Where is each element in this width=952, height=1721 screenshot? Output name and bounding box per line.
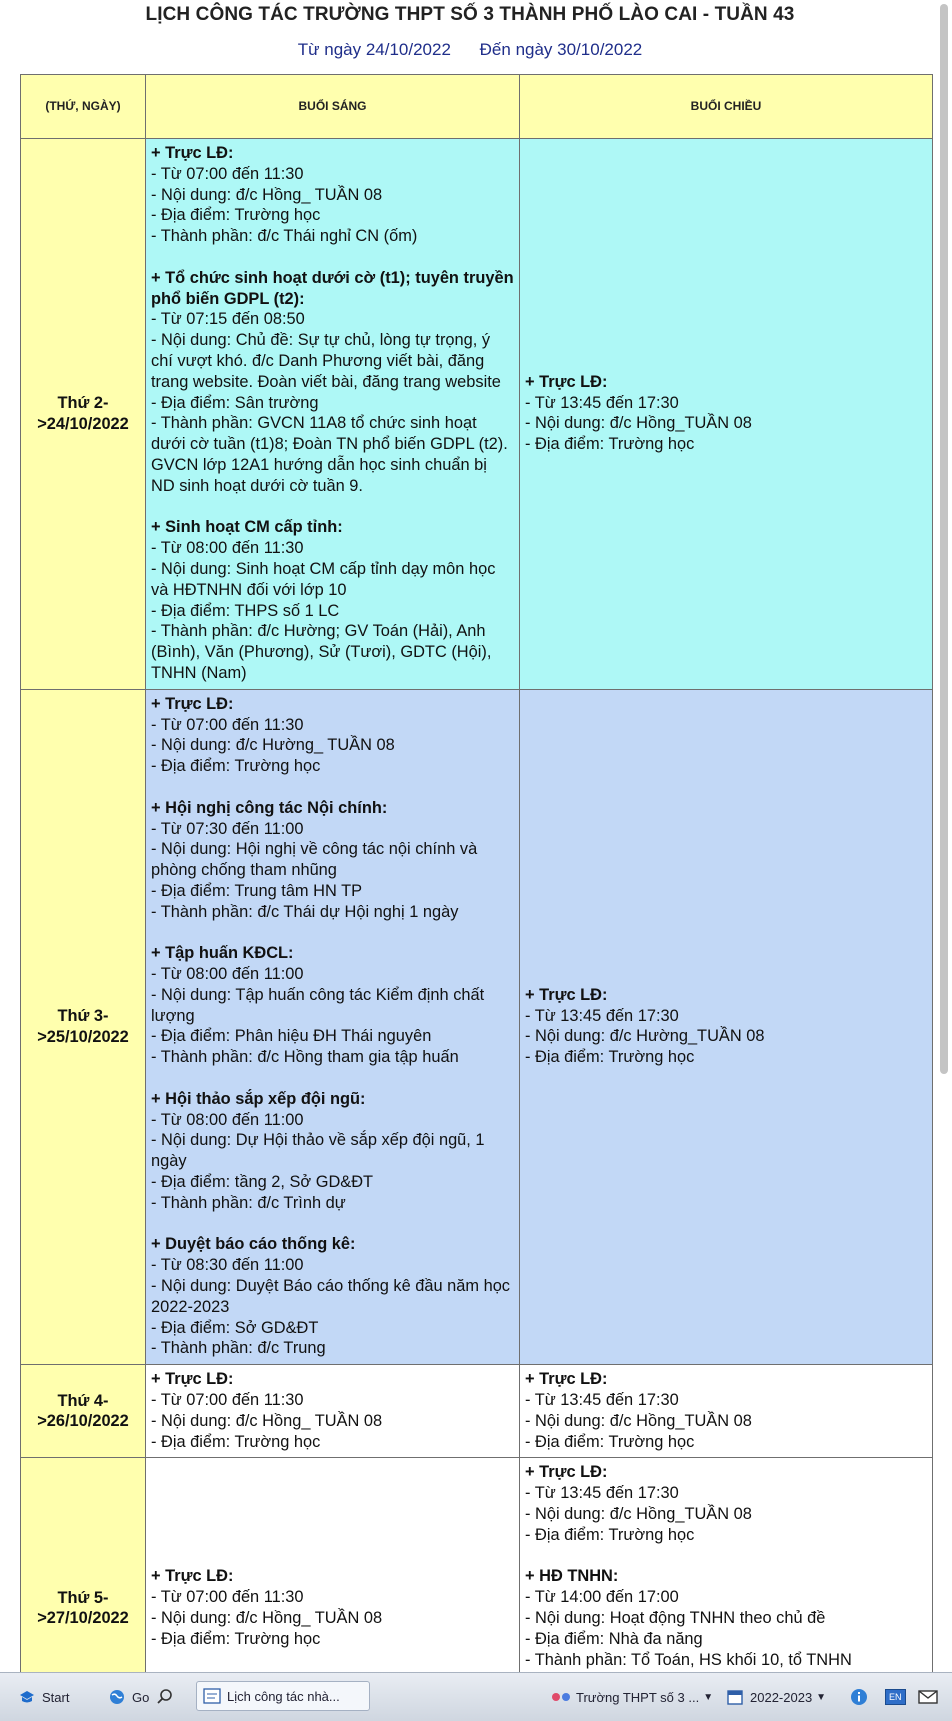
chevron-down-icon: ▼	[703, 1691, 714, 1703]
activity-detail: - Nội dung: đ/c Hồng_ TUẦN 08	[151, 1608, 383, 1627]
activity-detail: - Địa điểm: Trường học	[151, 1629, 321, 1648]
schedule-body	[21, 139, 933, 1673]
date-to: Đến ngày 30/10/2022	[479, 40, 643, 59]
activity-detail: - Địa điểm: Trường học	[525, 435, 695, 454]
activity-detail: - Thành phần: đ/c Thái dự Hội nghị 1 ngày	[151, 902, 459, 921]
afternoon-cell	[520, 139, 933, 690]
activity-detail: - Từ 13:45 đến 17:30	[525, 1391, 679, 1410]
day-label: Thứ 2-	[57, 394, 109, 413]
activity-detail: - Thành phần: GVCN 11A8 tổ chức sinh hoạt dưới cờ tuần (t1)8; Đoàn TN phổ biến GDPL (t2). GVCN lớp 12A1 hướng dẫn học sinh chuẩn bị ND sinh hoạt dưới cờ tuần 9.	[151, 414, 508, 495]
year-selector[interactable]	[726, 1685, 826, 1709]
activity-detail: - Địa điểm: Trường học	[525, 1048, 695, 1067]
afternoon-cell	[520, 1458, 933, 1672]
go-button[interactable]	[108, 1685, 149, 1709]
morning-cell	[146, 139, 520, 690]
activity-detail: - Nội dung: Hoạt động TNHN theo chủ đề	[525, 1608, 826, 1627]
start-icon	[18, 1688, 36, 1706]
date-range	[0, 40, 940, 60]
activity-detail: - Từ 08:30 đến 11:00	[151, 1256, 304, 1275]
activity-detail: - Địa điểm: Phân hiệu ĐH Thái nguyên	[151, 1027, 432, 1046]
activity-heading: + Duyệt báo cáo thống kê:	[151, 1235, 356, 1254]
site-label: Trường THPT số 3 ...	[576, 1689, 700, 1705]
afternoon-cell	[520, 1365, 933, 1458]
vertical-scrollbar[interactable]	[940, 0, 948, 1672]
date-from: Từ ngày 24/10/2022	[297, 40, 451, 59]
activity-detail: - Nội dung: Tập huấn công tác Kiểm định chất lượng	[151, 985, 485, 1025]
activity-detail: - Từ 07:30 đến 11:00	[151, 819, 304, 838]
spacer	[151, 777, 514, 798]
activity-detail: - Nội dung: Dự Hội thảo về sắp xếp đội ngũ, 1 ngày	[151, 1131, 485, 1171]
activity-detail: - Địa điểm: THPS số 1 LC	[151, 601, 340, 620]
chevron-down-icon: ▼	[816, 1691, 827, 1703]
spacer	[151, 1214, 514, 1235]
day-cell	[21, 1365, 146, 1458]
activity-heading: + Trực LĐ:	[151, 694, 234, 713]
activity-detail: - Thành phần: đ/c Trình dự	[151, 1193, 346, 1212]
info-icon[interactable]	[850, 1685, 874, 1709]
activity-detail: - Từ 07:00 đến 11:30	[151, 164, 304, 183]
activity-detail: - Địa điểm: Trường học	[151, 206, 321, 225]
activity-detail: - Thành phần: đ/c Hường; GV Toán (Hải), Anh (Bình), Văn (Phương), Sử (Tươi), GDTC (Hội), TNHN (Nam)	[151, 622, 492, 682]
day-label: Thứ 4-	[57, 1391, 109, 1410]
activity-heading: + Hội nghị công tác Nội chính:	[151, 798, 388, 817]
table-header-row	[21, 75, 933, 139]
activity-detail: - Địa điểm: Sở GD&ĐT	[151, 1318, 319, 1337]
activity-detail: - Từ 08:00 đến 11:00	[151, 1110, 304, 1129]
activity-detail: - Thành phần: Tổ Toán, HS khối 10, tổ TNHN	[525, 1650, 852, 1669]
table-row	[21, 689, 933, 1365]
activity-heading: + Trực LĐ:	[525, 1463, 608, 1482]
activity-detail: - Nội dung: Hội nghị về công tác nội chính và phòng chống tham nhũng	[151, 840, 478, 880]
activity-heading: + Trực LĐ:	[525, 372, 608, 391]
language-label: EN	[885, 1689, 906, 1705]
search-icon[interactable]	[156, 1685, 180, 1709]
activity-heading: + Trực LĐ:	[151, 1370, 234, 1389]
morning-cell	[146, 1365, 520, 1458]
activity-detail: - Nội dung: Sinh hoạt CM cấp tỉnh dạy môn học và HĐTNHN đối với lớp 10	[151, 559, 496, 599]
header-morning: BUỔI SÁNG	[146, 75, 520, 139]
schedule-table	[20, 74, 933, 1672]
activity-heading: + Trực LĐ:	[525, 1370, 608, 1389]
spacer	[525, 1546, 927, 1567]
activity-detail: - Nội dung: Chủ đề: Sự tự chủ, lòng tự trọng, ý chí vượt khó. đ/c Danh Phương viết bài, đăng trang website. Đoàn viết bài, đăng trang website	[151, 331, 501, 391]
activity-detail: - Địa điểm: Trung tâm HN TP	[151, 881, 363, 900]
activity-detail: - Địa điểm: Nhà đa năng	[525, 1629, 703, 1648]
activity-heading: + Trực LĐ:	[151, 1567, 234, 1586]
site-dot-icon	[562, 1693, 570, 1701]
activity-detail: - Từ 07:00 đến 11:30	[151, 715, 304, 734]
table-row	[21, 1365, 933, 1458]
activity-detail: - Nội dung: đ/c Hồng_TUẦN 08	[525, 1505, 752, 1523]
table-row	[21, 139, 933, 690]
day-label: Thứ 5-	[57, 1588, 109, 1607]
activity-detail: - Từ 07:15 đến 08:50	[151, 310, 305, 329]
activity-detail: - Nội dung: đ/c Hường_ TUẦN 08	[151, 736, 395, 755]
activity-heading: + Hội thảo sắp xếp đội ngũ:	[151, 1089, 366, 1108]
activity-heading: + Tổ chức sinh hoạt dưới cờ (t1); tuyên truyền phổ biến GDPL (t2):	[151, 268, 514, 308]
globe-icon	[108, 1688, 126, 1706]
day-cell	[21, 1458, 146, 1672]
activity-detail: - Thành phần: đ/c Trung	[151, 1339, 326, 1358]
site-selector[interactable]	[552, 1685, 713, 1709]
spacer	[151, 922, 514, 943]
activity-detail: - Từ 07:00 đến 11:30	[151, 1391, 304, 1410]
activity-detail: - Nội dung: đ/c Hồng_TUẦN 08	[525, 414, 752, 433]
activity-heading: + HĐ TNHN:	[525, 1567, 619, 1586]
spacer	[151, 497, 514, 518]
activity-detail: - Nội dung: đ/c Hường_TUẦN 08	[525, 1027, 765, 1046]
day-label: >27/10/2022	[37, 1609, 129, 1628]
activity-heading: + Sinh hoạt CM cấp tỉnh:	[151, 518, 343, 537]
activity-heading: + Trực LĐ:	[151, 144, 234, 162]
day-cell	[21, 689, 146, 1365]
activity-detail: - Địa điểm: tầng 2, Sở GD&ĐT	[151, 1173, 374, 1192]
spacer	[151, 247, 514, 268]
activity-detail: - Nội dung: đ/c Hồng_ TUẦN 08	[151, 1411, 383, 1430]
day-label: >25/10/2022	[37, 1027, 129, 1046]
activity-detail: - Từ 13:45 đến 17:30	[525, 1484, 679, 1503]
day-label: >26/10/2022	[37, 1412, 129, 1431]
activity-detail: - Nội dung: Duyệt Báo cáo thống kê đầu năm học 2022-2023	[151, 1277, 511, 1316]
activity-detail: - Địa điểm: Trường học	[525, 1432, 695, 1451]
activity-detail: - Từ 07:00 đến 11:30	[151, 1588, 304, 1607]
table-row	[21, 1458, 933, 1672]
start-label: Start	[42, 1689, 70, 1705]
calendar-icon	[726, 1688, 744, 1706]
activity-detail: - Thành phần: đ/c Hồng tham gia tập huấn	[151, 1048, 459, 1067]
activity-detail: - Từ 13:45 đến 17:30	[525, 1006, 679, 1025]
activity-detail: - Thành phần: đ/c Thái nghỉ CN (ốm)	[151, 227, 418, 246]
taskbar-window-button[interactable]	[196, 1681, 370, 1711]
activity-detail: - Địa điểm: Trường học	[151, 1432, 321, 1451]
activity-detail: - Từ 13:45 đến 17:30	[525, 393, 679, 412]
morning-cell	[146, 1458, 520, 1672]
activity-detail: - Địa điểm: Sân trường	[151, 393, 319, 412]
afternoon-cell	[520, 689, 933, 1365]
day-label: >24/10/2022	[37, 414, 129, 433]
page-title: LỊCH CÔNG TÁC TRƯỜNG THPT SỐ 3 THÀNH PHỐ LÀO CAI - TUẦN 43	[145, 4, 795, 25]
morning-cell	[146, 689, 520, 1365]
header-day: (THỨ, NGÀY)	[21, 75, 146, 139]
site-dot-icon	[552, 1693, 560, 1701]
window-icon	[203, 1688, 221, 1704]
activity-detail: - Từ 08:00 đến 11:30	[151, 539, 304, 558]
activity-detail: - Nội dung: đ/c Hồng_ TUẦN 08	[151, 185, 383, 204]
scroll-thumb[interactable]	[940, 4, 948, 1074]
go-label: Go	[132, 1689, 150, 1705]
spacer	[151, 1068, 514, 1089]
activity-heading: + Tập huấn KĐCL:	[151, 944, 294, 963]
activity-detail: - Địa điểm: Trường học	[525, 1525, 695, 1544]
day-cell	[21, 139, 146, 690]
header-afternoon: BUỔI CHIỀU	[520, 75, 933, 139]
start-button[interactable]	[18, 1685, 69, 1709]
activity-detail: - Từ 08:00 đến 11:00	[151, 965, 304, 984]
mail-icon[interactable]	[918, 1685, 944, 1709]
taskbar	[0, 1672, 952, 1721]
activity-detail: - Nội dung: đ/c Hồng_TUẦN 08	[525, 1411, 752, 1430]
language-button[interactable]	[885, 1685, 906, 1709]
activity-heading: + Trực LĐ:	[525, 985, 608, 1004]
day-label: Thứ 3-	[57, 1007, 109, 1026]
year-label: 2022-2023	[750, 1689, 813, 1705]
activity-detail: - Từ 14:00 đến 17:00	[525, 1588, 679, 1607]
activity-detail: - Địa điểm: Trường học	[151, 757, 321, 776]
taskbar-window-label: Lịch công tác nhà...	[227, 1688, 340, 1704]
